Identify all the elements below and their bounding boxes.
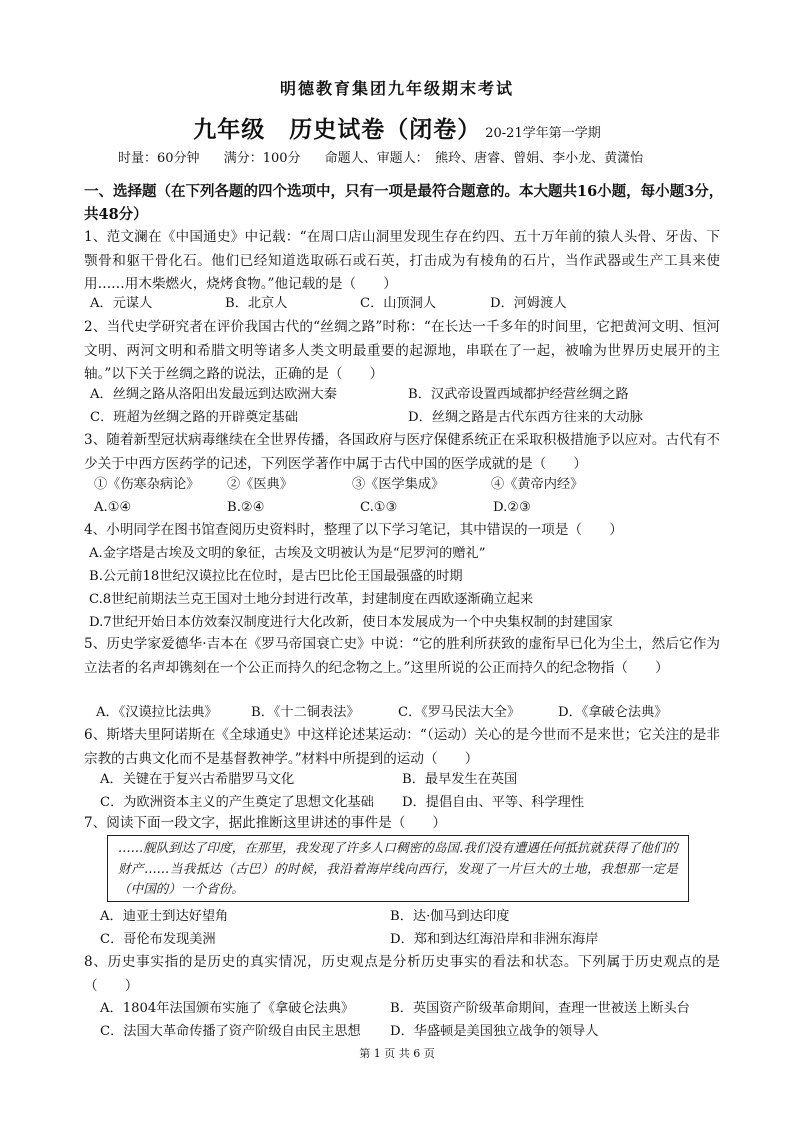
- question-8-option-b: B．英国资产阶级革命期间，查理一世被送上断头台: [390, 1001, 690, 1016]
- question-5-stem: 5、历史学家爱德华·吉本在《罗马帝国衰亡史》中说：“它的胜利所获致的虚衔早已化为尘土，然后它作为立法者的名声却镌刻在一个公正而持久的纪念物之上。”这里所说的公正而持久的纪念物指（ ）: [84, 636, 720, 676]
- exam-title: 九年级 历史试卷（闭卷）: [193, 116, 482, 143]
- question-6-option-a: A．关键在于复兴古希腊罗马文化: [100, 772, 295, 787]
- question-5-option-c: C．《罗马民法大全》: [398, 705, 521, 720]
- question-3-option-d: D.②③: [493, 500, 531, 515]
- question-8-option-a: A．1804年法国颁布实施了《拿破仑法典》: [100, 1001, 355, 1016]
- question-1-option-d: D．河姆渡人: [490, 296, 567, 311]
- question-6-option-b: B．最早发生在英国: [402, 772, 518, 787]
- question-2-option-c: C．班超为丝绸之路的开辟奠定基础: [90, 410, 298, 425]
- question-3-option-c: C.①③: [360, 500, 398, 515]
- question-8-option-d: D．华盛顿是美国独立战争的领导人: [390, 1024, 599, 1039]
- question-3-option-a: A.①④: [94, 500, 132, 515]
- question-3-stem: 3、随着新型冠状病毒继续在全世界传播，各国政府与医疗保健系统正在采取积极措施予以应对。古代有不少关于中西方医药学的记述，下列医学著作中属于古代中国的医学成就的是（ ）: [84, 432, 720, 472]
- question-4-option-a: A.金字塔是古埃及文明的象征，古埃及文明被认为是“尼罗河的赠礼”: [89, 546, 486, 561]
- question-4-stem: 4、小明同学在图书馆查阅历史资料时，整理了以下学习笔记，其中错误的一项是（ ）: [84, 522, 623, 538]
- question-1-option-b: B．北京人: [225, 296, 288, 311]
- question-3-item-4: ④《黄帝内经》: [491, 477, 584, 492]
- question-1-option-c: C．山顶洞人: [360, 296, 437, 311]
- question-3-item-1: ①《伤寒杂病论》: [94, 477, 200, 492]
- question-2-option-a: A．丝绸之路从洛阳出发最远到达欧洲大秦: [90, 387, 337, 402]
- question-3-item-3: ③《医学集成》: [352, 477, 445, 492]
- question-3-option-b: B.②④: [227, 500, 265, 515]
- question-7-quote: ……舰队到达了印度，在那里，我发现了许多人口稠密的岛国.我们没有遭遇任何抵抗就获得了他们的财产……当我抵达（古巴）的时候，我沿着海岸线向西行，发现了一片巨大的土地，我想那一定是（中国的）一个省份。: [107, 835, 689, 902]
- question-5-option-d: D．《拿破仑法典》: [558, 705, 668, 720]
- question-6-option-c: C．为欧洲资本主义的产生奠定了思想文化基础: [100, 795, 374, 810]
- exam-authors: 命题人、审题人： 熊玲、唐睿、曾娟、李小龙、黄潇怡: [324, 151, 644, 166]
- question-3-item-2: ②《医典》: [227, 477, 293, 492]
- question-2-option-d: D．丝绸之路是古代东西方往来的大动脉: [408, 410, 643, 425]
- question-4-option-d: D.7世纪开始日本仿效秦汉制度进行大化改新，使日本发展成为一个中央集权制的封建国家: [89, 615, 613, 630]
- question-8-option-c: C．法国大革命传播了资产阶级自由民主思想: [100, 1024, 361, 1039]
- question-7-option-d: D．郑和到达红海沿岸和非洲东海岸: [390, 932, 599, 947]
- question-2-option-b: B．汉武帝设置西域都护经营丝绸之路: [408, 387, 629, 402]
- exam-score: 满分：100分: [223, 151, 301, 166]
- question-5-option-b: B．《十二铜表法》: [251, 705, 360, 720]
- question-5-option-a: A．《汉谟拉比法典》: [96, 705, 218, 720]
- question-1-option-a: A．元谋人: [90, 296, 153, 311]
- question-7-option-b: B．达·伽马到达印度: [390, 909, 510, 924]
- question-7-stem: 7、阅读下面一段文字，据此推断这里讲述的事件是（ ）: [84, 815, 447, 831]
- exam-info: [118, 147, 663, 166]
- question-7-option-a: A．迪亚士到达好望角: [100, 909, 229, 924]
- exam-title-line: [0, 111, 794, 144]
- exam-school-title: 明德教育集团九年级期末考试: [279, 79, 514, 98]
- question-4-option-b: B.公元前18世纪汉谟拉比在位时，是古巴比伦王国最强盛的时期: [89, 569, 463, 584]
- question-6-stem: 6、斯塔夫里阿诺斯在《全球通史》中这样论述某运动：“（运动）关心的是今世而不是来世；它关注的是非宗教的古典文化而不是基督教神学。”材料中所提到的运动（ ）: [84, 727, 720, 767]
- page-footer: 第 1 页 共 6 页: [359, 1047, 435, 1060]
- exam-time: 时量：60分钟: [118, 151, 200, 166]
- question-6-option-d: D．提倡自由、平等、科学理性: [402, 795, 585, 810]
- question-7-option-c: C．哥伦布发现美洲: [100, 932, 216, 947]
- question-8-stem: 8、历史事实指的是历史的真实情况，历史观点是分析历史事实的看法和状态。下列属于历史观点的是（ ）: [84, 954, 720, 994]
- exam-term: 20-21学年第一学期: [485, 126, 601, 141]
- question-4-option-c: C.8世纪前期法兰克王国对土地分封进行改革，封建制度在西欧逐渐确立起来: [89, 592, 534, 607]
- question-2-stem: 2、当代史学研究者在评价我国古代的“丝绸之路”时称：“在长达一千多年的时间里，它把黄河文明、恒河文明、两河文明和希腊文明等诸多人类文明最重要的起源地，串联在了一起，被喻为世界历史展开的主轴。”以下关于丝绸之路的说法，正确的是（ ）: [84, 319, 720, 382]
- question-1-stem: 1、范文澜在《中国通史》中记载：“在周口店山洞里发现生存在约四、五十万年前的猿人头骨、牙齿、下颚骨和躯干骨化石。他们已经知道选取砾石或石英，打击成为有棱角的石片，当作武器或生产工具来使用……用木柴燃火，烧烤食物。”他记载的是（ ）: [84, 229, 720, 292]
- section-heading: 一、选择题（在下列各题的四个选项中，只有一项是最符合题意的。本大题共16小题，每小题3分，共48分）: [84, 183, 724, 223]
